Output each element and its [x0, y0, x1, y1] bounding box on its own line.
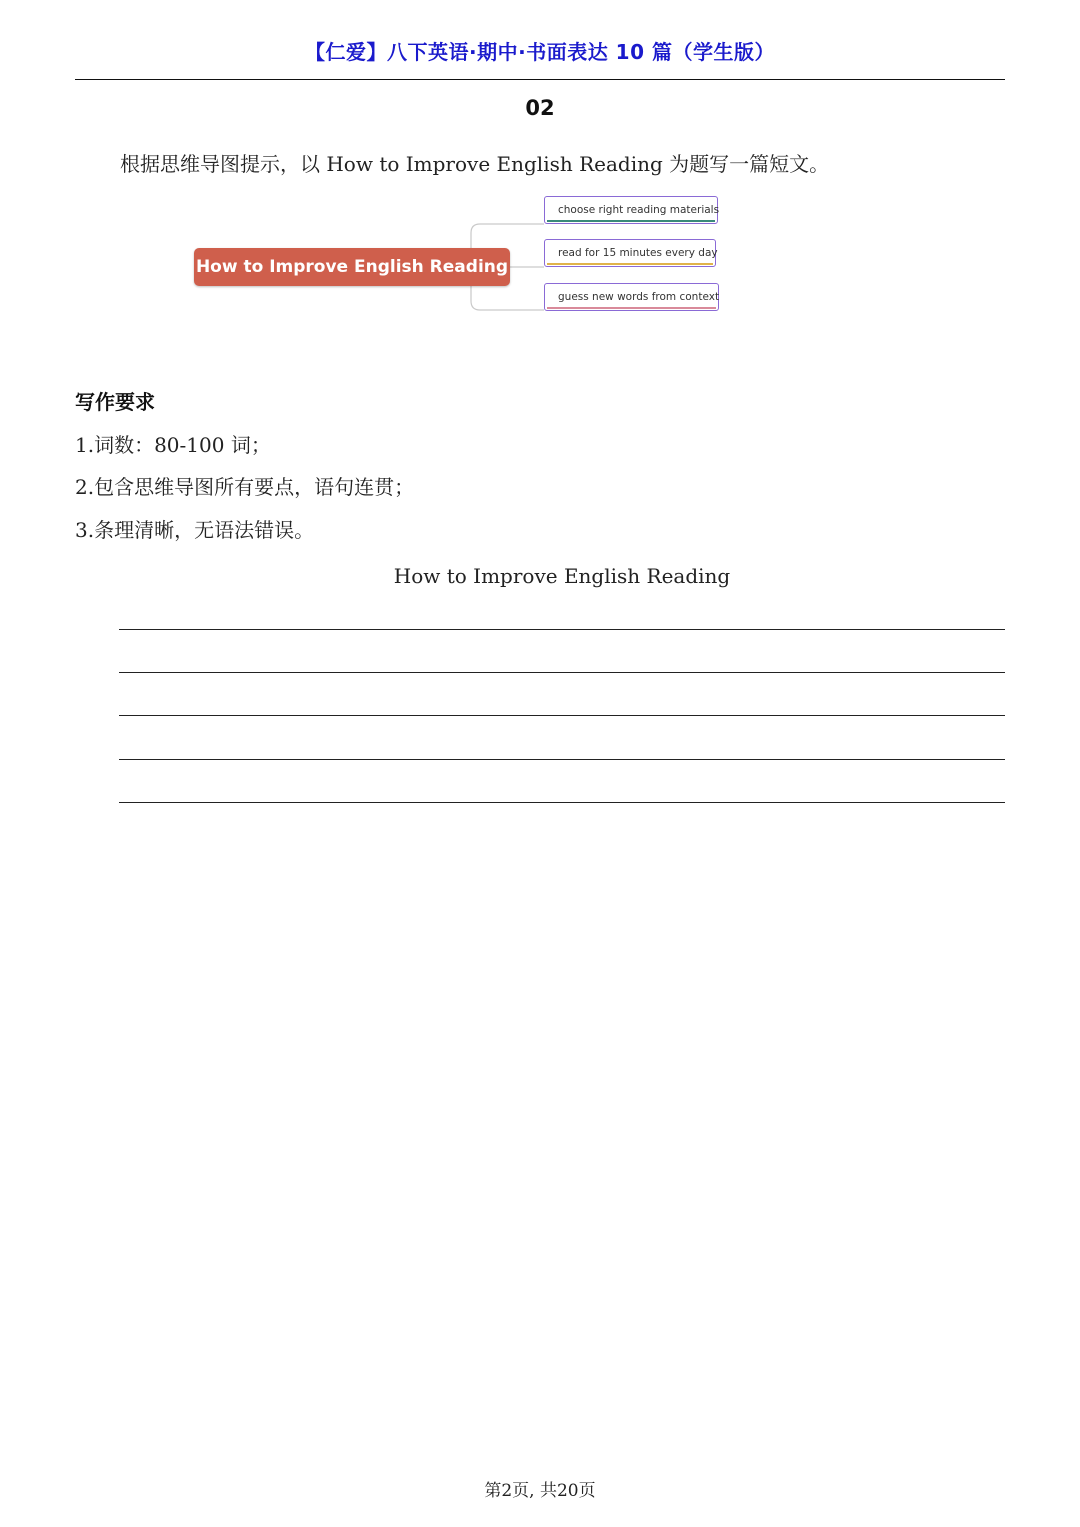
writing-line[interactable]: [119, 715, 1005, 716]
writing-line[interactable]: [119, 802, 1005, 803]
branch-label: guess new words from context: [558, 291, 720, 303]
page-footer: 第2页, 共20页: [484, 1481, 596, 1501]
requirement-item: 3.条理清晰，无语法错误。: [75, 518, 315, 542]
mind-map-central-topic: How to Improve English Reading: [194, 248, 510, 286]
requirement-item: 2.包含思维导图所有要点，语句连贯；: [75, 475, 415, 499]
task-instruction: 根据思维导图提示，以 How to Improve English Reading 为题写一篇短文。: [120, 152, 830, 176]
essay-title: How to Improve English Reading: [393, 564, 731, 588]
branch-accent-line: [547, 220, 715, 222]
section-number: 02: [525, 96, 555, 120]
branch-accent-line: [547, 307, 716, 309]
mind-map-branch-daily-reading: [544, 239, 716, 267]
document-header-title: 【仁爱】八下英语·期中·书面表达 10 篇（学生版）: [305, 40, 775, 64]
mind-map-branch-guess-words: [544, 283, 719, 311]
writing-line[interactable]: [119, 629, 1005, 630]
mind-map-branch-materials: [544, 196, 718, 224]
header-divider: [75, 79, 1005, 80]
branch-label: choose right reading materials: [558, 204, 720, 216]
requirements-heading: 写作要求: [75, 390, 155, 414]
writing-line[interactable]: [119, 672, 1005, 673]
branch-accent-line: [547, 263, 713, 265]
requirement-item: 1.词数：80-100 词；: [75, 433, 271, 457]
writing-line[interactable]: [119, 759, 1005, 760]
branch-label: read for 15 minutes every day: [558, 247, 718, 259]
